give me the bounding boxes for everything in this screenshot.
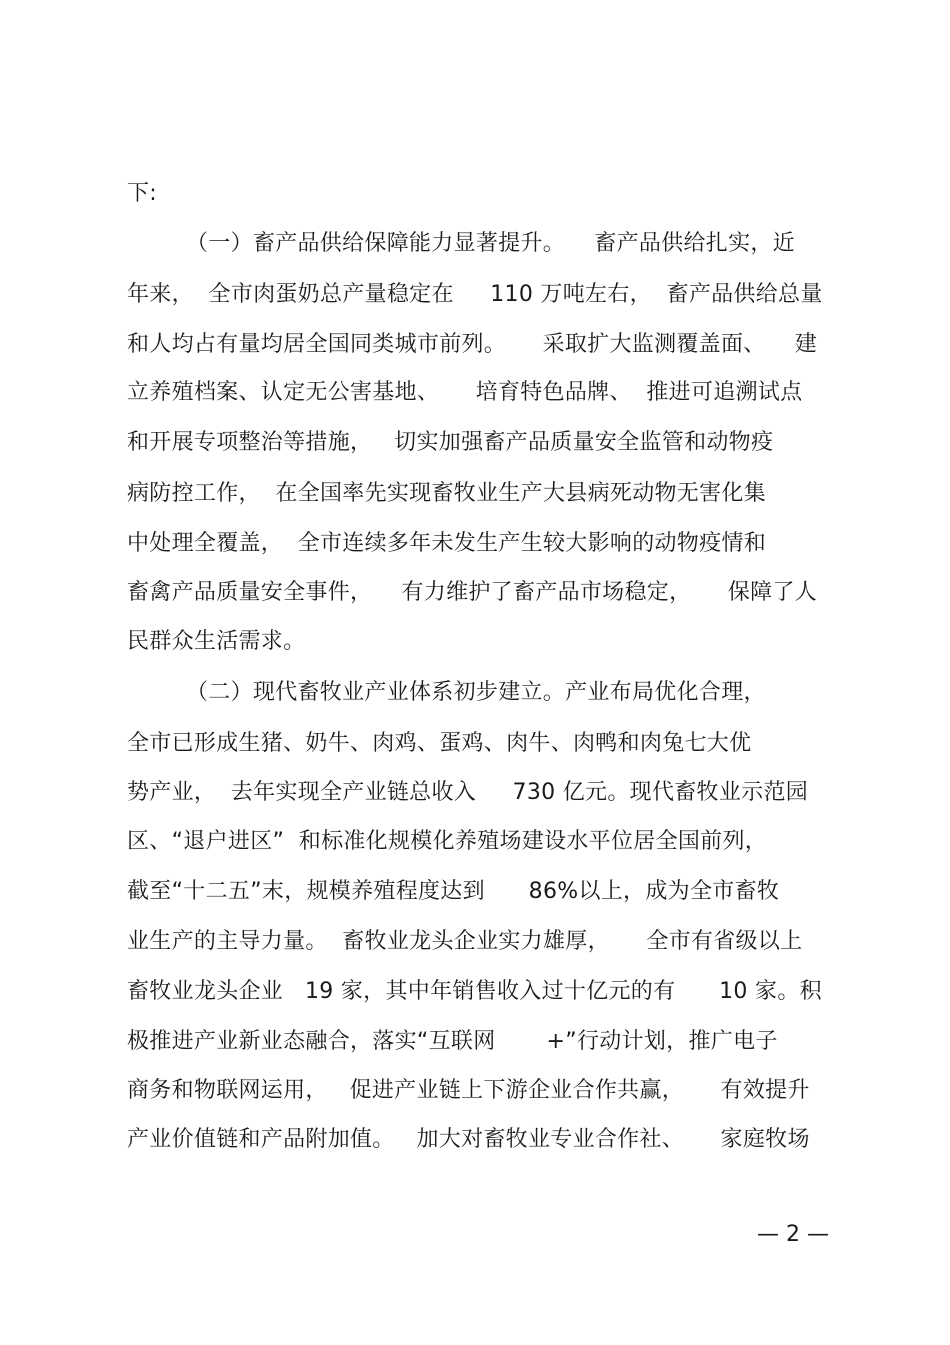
text-line-7: 病防控工作， 在全国率先实现畜牧业生产大县病死动物无害化集 <box>127 481 766 506</box>
text-line-15: 截至“十二五”末，规模养殖程度达到 86%以上，成为全市畜牧 <box>127 879 780 904</box>
text-line-19: 商务和物联网运用， 促进产业链上下游企业合作共赢， 有效提升 <box>127 1078 810 1103</box>
text-line-10: 民群众生活需求。 <box>127 629 306 654</box>
text-line-4: 和人均占有量均居全国同类城市前列。 采取扩大监测覆盖面、 建 <box>127 332 818 357</box>
text-line-14: 区、“退户进区” 和标准化规模化养殖场建设水平位居全国前列， <box>127 829 768 854</box>
text-line-6: 和开展专项整治等措施， 切实加强畜产品质量安全监管和动物疫 <box>127 430 774 455</box>
text-line-9: 畜禽产品质量安全事件， 有力维护了畜产品市场稳定， 保障了人 <box>127 580 818 605</box>
text-line-12: 全市已形成生猪、奶牛、肉鸡、蛋鸡、肉牛、肉鸭和肉兔七大优 <box>127 731 752 756</box>
text-line-13: 势产业， 去年实现全产业链总收入 730 亿元。现代畜牧业示范园 <box>127 780 809 805</box>
text-line-3: 年来， 全市肉蛋奶总产量稳定在 110 万吨左右， 畜产品供给总量 <box>127 282 823 307</box>
text-line-8: 中处理全覆盖， 全市连续多年未发生产生较大影响的动物疫情和 <box>127 531 766 556</box>
text-line-16: 业生产的主导力量。 畜牧业龙头企业实力雄厚， 全市有省级以上 <box>127 929 803 954</box>
page-number: — 2 — <box>757 1222 829 1247</box>
text-line-5: 立养殖档案、认定无公害基地、 培育特色品牌、 推进可追溯试点 <box>127 380 803 405</box>
text-line-1: 下: <box>127 181 158 206</box>
text-line-11: （二）现代畜牧业产业体系初步建立。产业布局优化合理， <box>186 680 766 705</box>
text-line-2: （一）畜产品供给保障能力显著提升。 畜产品供给扎实，近 <box>186 231 795 256</box>
text-line-17: 畜牧业龙头企业 19 家，其中年销售收入过十亿元的有 10 家。积 <box>127 979 822 1004</box>
text-line-20: 产业价值链和产品附加值。 加大对畜牧业专业合作社、 家庭牧场 <box>127 1127 810 1152</box>
text-line-18: 极推进产业新业态融合，落实“互联网 +”行动计划，推广电子 <box>127 1029 778 1054</box>
